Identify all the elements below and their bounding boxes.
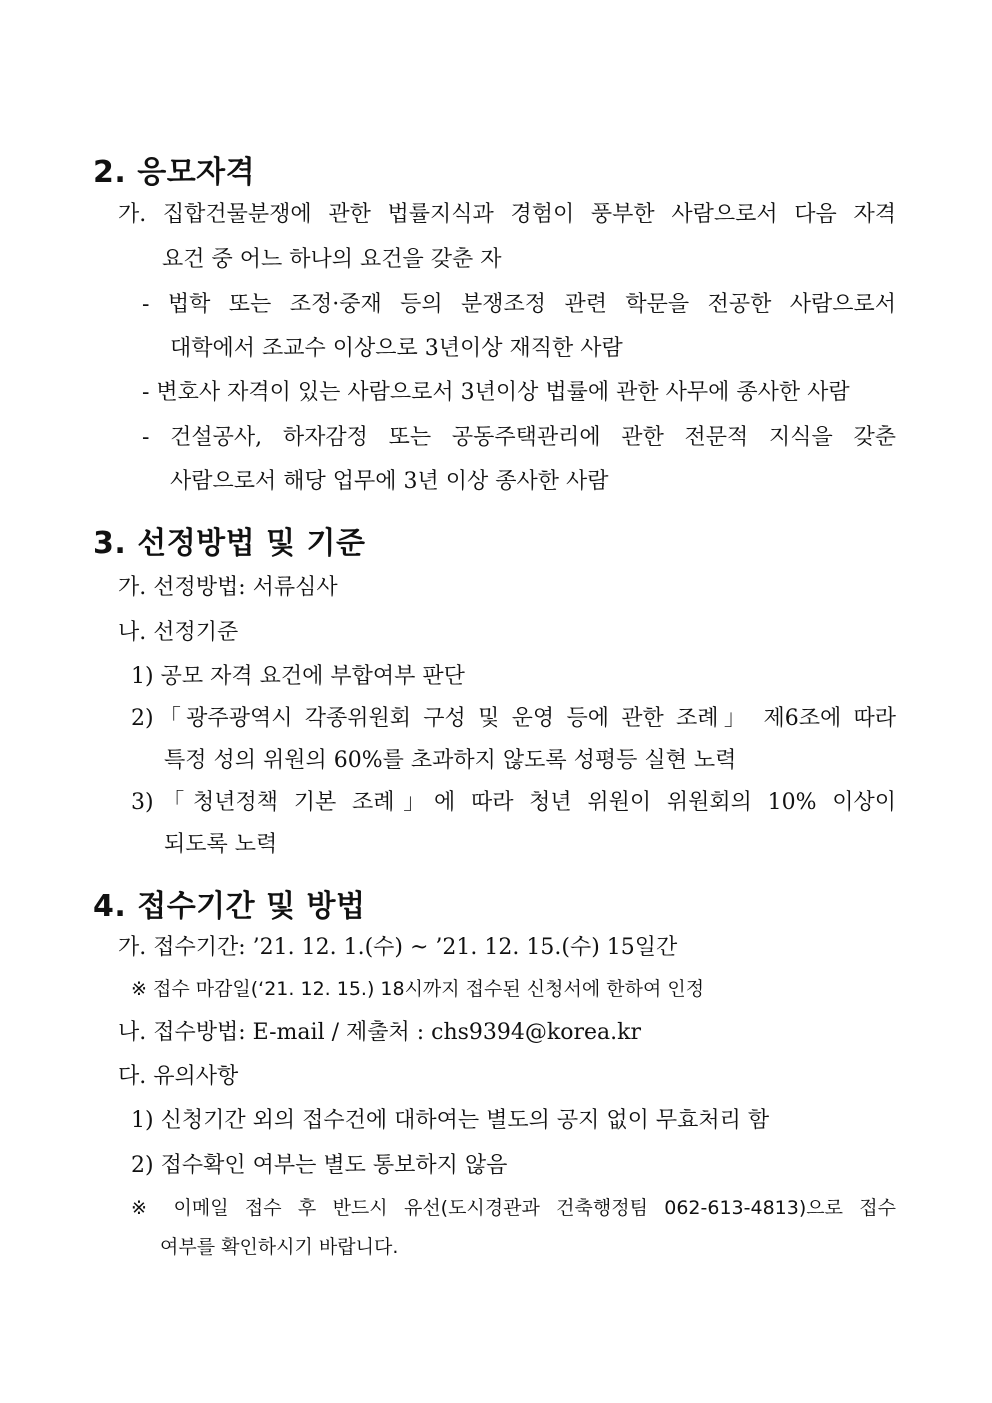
section-4-heading: 4. 접수기간 및 방법: [93, 889, 366, 924]
section-2-dash1-line1: - 법학 또는 조정·중재 등의 분쟁조정 관련 학문을 전공한 사람으로서: [142, 292, 896, 317]
section-4-note2-line2: 여부를 확인하시기 바랍니다.: [160, 1236, 399, 1258]
section-3-heading: 3. 선정방법 및 기준: [93, 526, 366, 561]
section-4-note1: ※ 접수 마감일(‘21. 12. 15.) 18시까지 접수된 신청서에 한하여 인정: [131, 978, 705, 1000]
section-3-item-na: 나. 선정기준: [118, 620, 239, 645]
section-4-note2-line1: ※ 이메일 접수 후 반드시 유선(도시경관과 건축행정팀 062-613-4813)으로 접수: [131, 1197, 896, 1219]
section-3-item-ga: 가. 선정방법: 서류심사: [118, 575, 338, 600]
section-3-sub3-line2: 되도록 노력: [164, 832, 278, 857]
section-4-item-na: 나. 접수방법: E-mail / 제출처 : chs9394@korea.kr: [118, 1020, 641, 1045]
section-3-sub1: 1) 공모 자격 요건에 부합여부 판단: [131, 664, 465, 689]
section-2-dash1-line2: 대학에서 조교수 이상으로 3년이상 재직한 사람: [170, 336, 623, 361]
section-4-sub2: 2) 접수확인 여부는 별도 통보하지 않음: [131, 1153, 508, 1178]
section-4-item-da: 다. 유의사항: [118, 1064, 239, 1089]
section-4-sub1: 1) 신청기간 외의 접수건에 대하여는 별도의 공지 없이 무효처리 함: [131, 1108, 770, 1133]
section-2-dash2-line1: - 변호사 자격이 있는 사람으로서 3년이상 법률에 관한 사무에 종사한 사람: [142, 380, 850, 405]
section-2-heading: 2. 응모자격: [93, 155, 256, 190]
section-2-item-ga-line2: 요건 중 어느 하나의 요건을 갖춘 자: [162, 247, 502, 272]
section-4-item-ga: 가. 접수기간: ’21. 12. 1.(수) ~ ’21. 12. 15.(수) 15일간: [118, 935, 678, 960]
section-2-item-ga-line1: 가. 집합건물분쟁에 관한 법률지식과 경험이 풍부한 사람으로서 다음 자격: [118, 202, 896, 227]
section-3-sub3-line1: 3)「청년정책 기본 조례」에 따라 청년 위원이 위원회의 10% 이상이: [131, 790, 896, 815]
section-2-dash3-line2: 사람으로서 해당 업무에 3년 이상 종사한 사람: [170, 469, 609, 494]
section-2-dash3-line1: - 건설공사, 하자감정 또는 공동주택관리에 관한 전문적 지식을 갖춘: [142, 425, 896, 450]
section-3-sub2-line1: 2)「광주광역시 각종위원회 구성 및 운영 등에 관한 조례」 제6조에 따라: [131, 706, 896, 731]
section-3-sub2-line2: 특정 성의 위원의 60%를 초과하지 않도록 성평등 실현 노력: [164, 748, 737, 773]
